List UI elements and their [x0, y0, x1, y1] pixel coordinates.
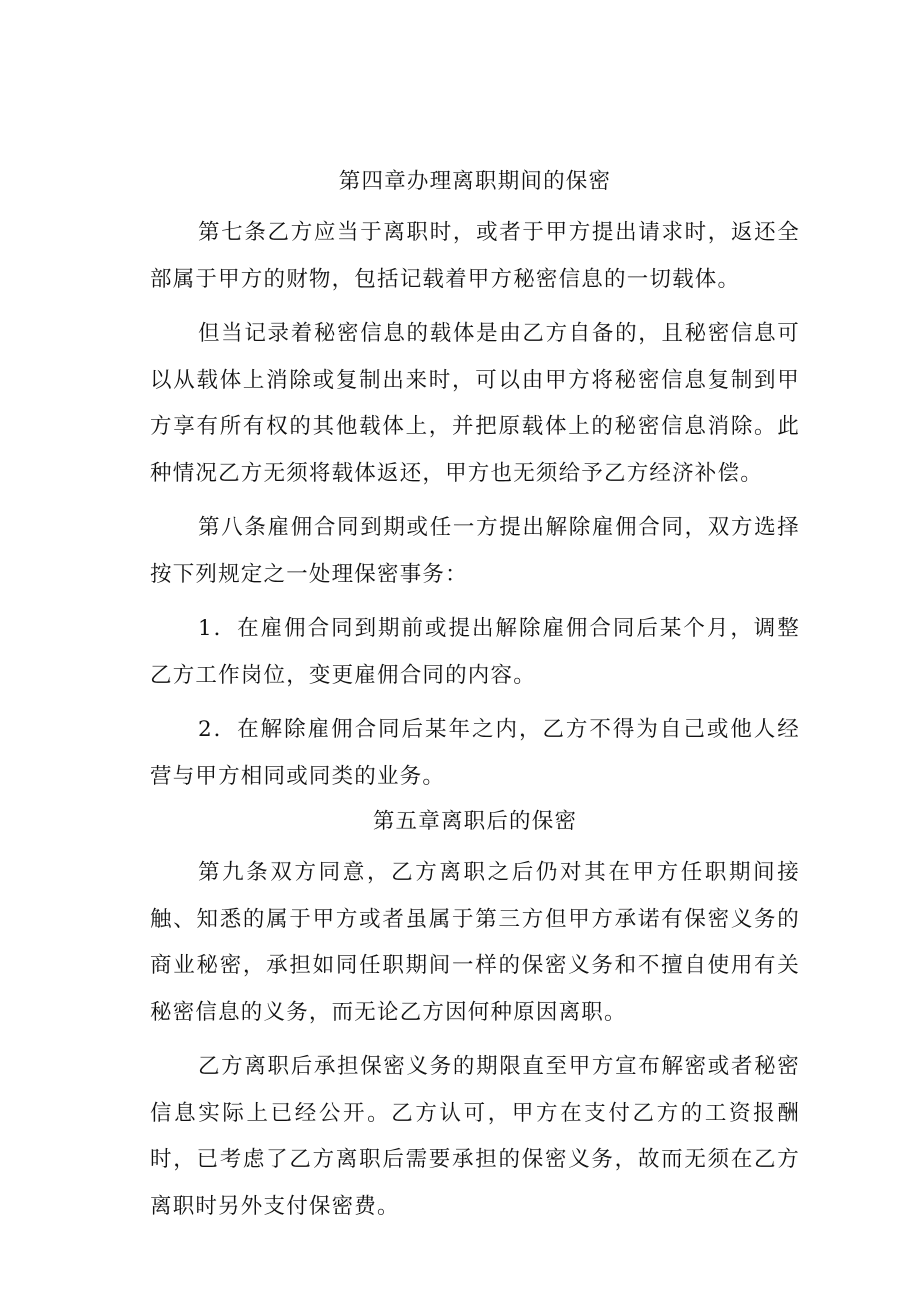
chapter-5-title: 第五章离职后的保密 — [372, 809, 578, 834]
article-7-paragraph: 第七条乙方应当于离职时，或者于甲方提出请求时，返还全部属于甲方的财物，包括记载着甲方秘密信息的一切载体。 — [150, 220, 800, 292]
confidentiality-period-paragraph: 乙方离职后承担保密义务的期限直至甲方宣布解密或者秘密信息实际上已经公开。乙方认可，甲方在支付乙方的工资报酬时，已考虑了乙方离职后需要承担的保密义务，故而无须在乙方离职时另外支付保密费。 — [150, 1054, 800, 1219]
document-body — [150, 164, 800, 1230]
chapter-4-title: 第四章办理离职期间的保密 — [338, 169, 612, 194]
carrier-paragraph: 但当记录着秘密信息的载体是由乙方自备的，且秘密信息可以从载体上消除或复制出来时，可以由甲方将秘密信息复制到甲方享有所有权的其他载体上，并把原载体上的秘密信息消除。此种情况乙方无须将载体返还，甲方也无须给予乙方经济补偿。 — [150, 321, 800, 486]
option-1-paragraph: 1．在雇佣合同到期前或提出解除雇佣合同后某个月，调整乙方工作岗位，变更雇佣合同的内容。 — [150, 616, 800, 688]
article-9-paragraph: 第九条双方同意，乙方离职之后仍对其在甲方任职期间接触、知悉的属于甲方或者虽属于第三方但甲方承诺有保密义务的商业秘密，承担如同任职期间一样的保密义务和不擅自使用有关秘密信息的义务，而无论乙方因何种原因离职。 — [150, 860, 800, 1025]
article-8-paragraph: 第八条雇佣合同到期或任一方提出解除雇佣合同，双方选择按下列规定之一处理保密事务： — [150, 515, 800, 587]
option-2-paragraph: 2．在解除雇佣合同后某年之内，乙方不得为自己或他人经营与甲方相同或同类的业务。 — [150, 717, 800, 789]
